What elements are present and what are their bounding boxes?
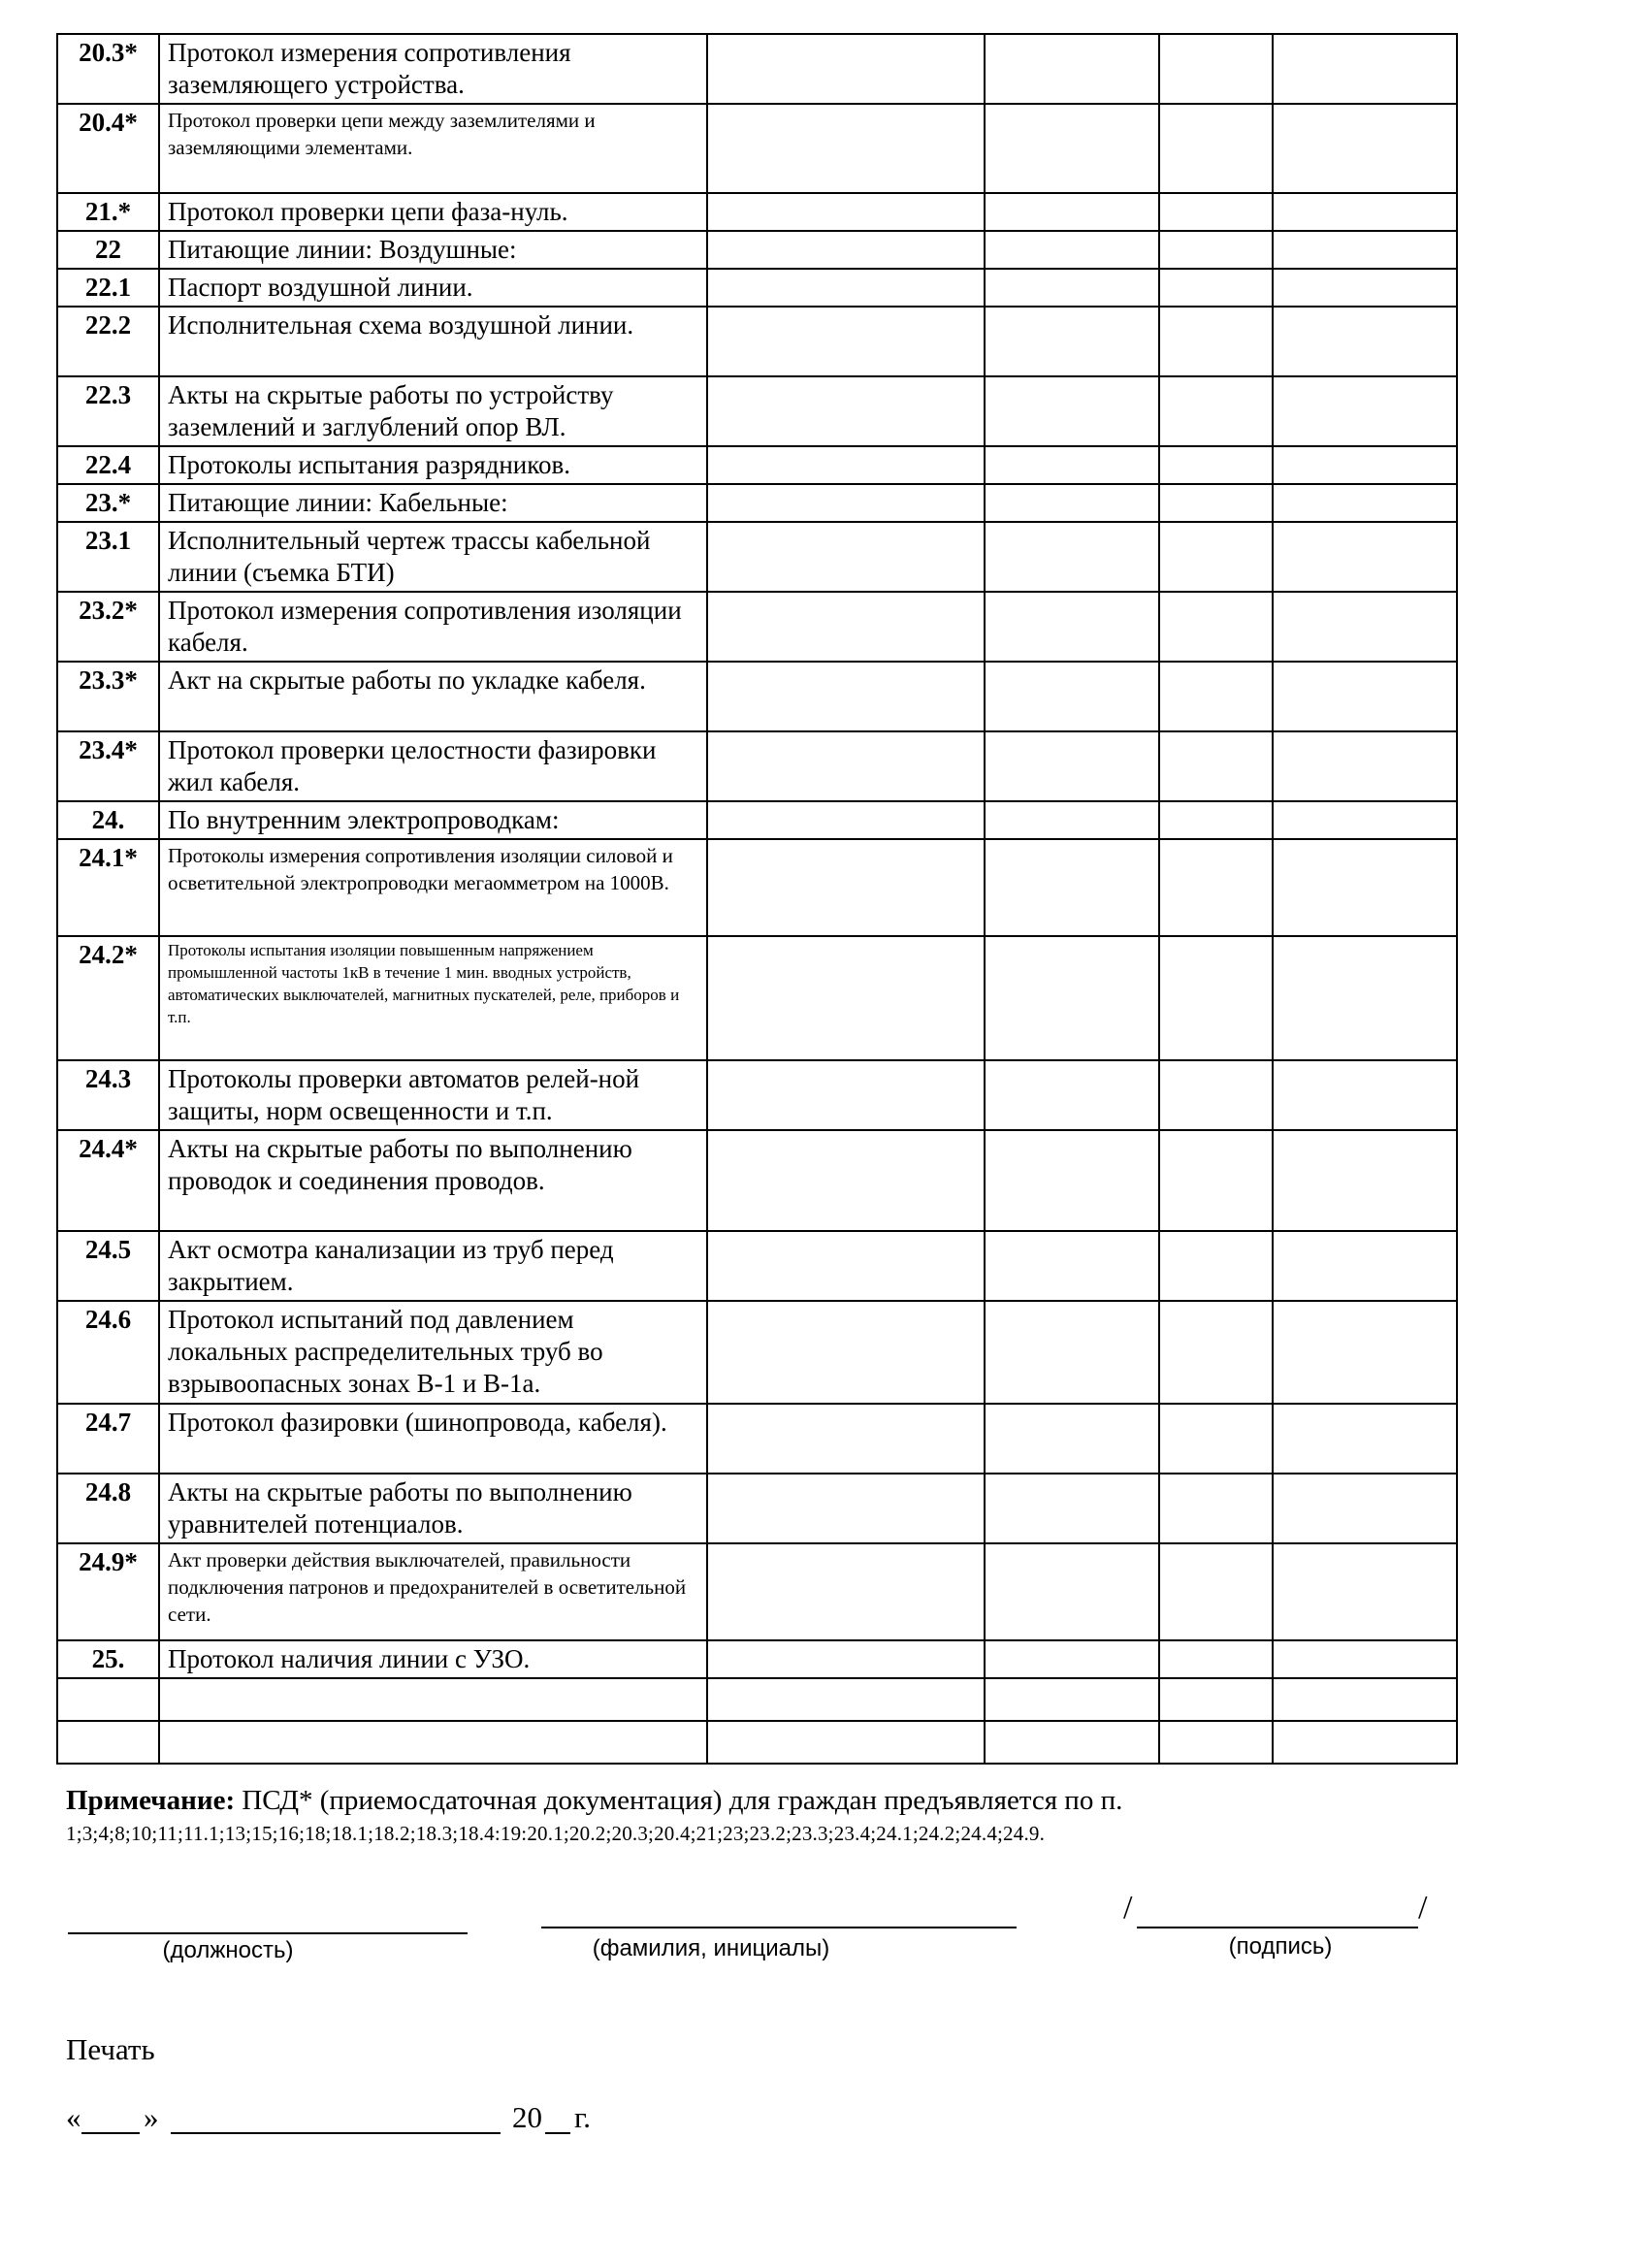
empty-cell: [985, 1678, 1159, 1721]
row-description: Протокол измерения сопротивления изоляции кабеля.: [159, 592, 707, 662]
row-description: По внутренним электропроводкам:: [159, 801, 707, 839]
row-description: Протокол измерения сопротивления заземляющего устройства.: [159, 34, 707, 104]
empty-cell: [1273, 269, 1457, 307]
row-number: 24.: [57, 801, 159, 839]
table-row: [57, 446, 1457, 484]
row-number: 23.3*: [57, 662, 159, 731]
empty-cell: [1159, 1060, 1273, 1130]
row-description: Протоколы испытания разрядников.: [159, 446, 707, 484]
empty-cell: [1273, 592, 1457, 662]
table-row: [57, 1404, 1457, 1474]
empty-cell: [1273, 376, 1457, 446]
empty-cell: [1273, 231, 1457, 269]
empty-cell: [1159, 839, 1273, 936]
day-line: [81, 2132, 140, 2134]
empty-cell: [985, 34, 1159, 104]
note-text: ПСД* (приемосдаточная документация) для граждан предъявляется по п.: [235, 1785, 1123, 1816]
empty-cell: [985, 231, 1159, 269]
row-number: 22.4: [57, 446, 159, 484]
row-number: 22.1: [57, 269, 159, 307]
table-row: [57, 731, 1457, 801]
row-description: Протокол фазировки (шинопровода, кабеля).: [159, 1404, 707, 1474]
row-number: 23.1: [57, 522, 159, 592]
table-row: [57, 936, 1457, 1060]
empty-cell: [1273, 1060, 1457, 1130]
empty-cell: [707, 1721, 985, 1764]
empty-cell: [985, 307, 1159, 376]
row-number: 24.4*: [57, 1130, 159, 1231]
empty-cell: [707, 1543, 985, 1640]
empty-cell: [985, 801, 1159, 839]
empty-cell: [1159, 34, 1273, 104]
month-line: [171, 2132, 501, 2134]
row-description: Акты на скрытые работы по устройству заземлений и заглублений опор ВЛ.: [159, 376, 707, 446]
table-row: [57, 1130, 1457, 1231]
table-row: [57, 376, 1457, 446]
row-number: 24.8: [57, 1474, 159, 1543]
row-number: 24.2*: [57, 936, 159, 1060]
empty-cell: [1159, 307, 1273, 376]
row-description: Акт проверки действия выключателей, правильности подключения патронов и предохранителей в осветительной сети.: [159, 1543, 707, 1640]
empty-cell: [1159, 484, 1273, 522]
table-row: [57, 1543, 1457, 1640]
empty-cell: [985, 104, 1159, 193]
table-row: [57, 1060, 1457, 1130]
row-number: 23.4*: [57, 731, 159, 801]
row-description: Питающие линии: Кабельные:: [159, 484, 707, 522]
empty-cell: [707, 662, 985, 731]
empty-cell: [707, 231, 985, 269]
row-number: 24.9*: [57, 1543, 159, 1640]
empty-cell: [1159, 1721, 1273, 1764]
row-number: 24.1*: [57, 839, 159, 936]
empty-cell: [707, 1404, 985, 1474]
table-row: [57, 193, 1457, 231]
empty-cell: [1273, 104, 1457, 193]
empty-cell: [985, 376, 1159, 446]
empty-cell: [1159, 731, 1273, 801]
row-number: 23.*: [57, 484, 159, 522]
empty-cell: [1159, 1640, 1273, 1678]
empty-cell: [1159, 231, 1273, 269]
empty-cell: [985, 1301, 1159, 1404]
empty-cell: [1273, 1301, 1457, 1404]
empty-cell: [707, 1640, 985, 1678]
empty-cell: [1159, 1130, 1273, 1231]
empty-cell: [707, 1474, 985, 1543]
empty-cell: [1273, 839, 1457, 936]
table-row: [57, 104, 1457, 193]
empty-cell: [985, 1640, 1159, 1678]
empty-cell: [1159, 1543, 1273, 1640]
empty-cell: [1273, 1130, 1457, 1231]
row-description: Протокол проверки цепи фаза-нуль.: [159, 193, 707, 231]
empty-cell: [707, 484, 985, 522]
note-label: Примечание:: [66, 1785, 236, 1816]
row-description: Протокол наличия линии с УЗО.: [159, 1640, 707, 1678]
table-row: [57, 1678, 1457, 1721]
empty-cell: [707, 307, 985, 376]
table-row: [57, 1474, 1457, 1543]
position-line: [68, 1932, 468, 1934]
empty-cell: [1159, 522, 1273, 592]
table-row: [57, 1640, 1457, 1678]
empty-cell: [1273, 1231, 1457, 1301]
empty-cell: [1159, 1678, 1273, 1721]
row-number: 22.3: [57, 376, 159, 446]
row-description: Протокол испытаний под давлением локальных распределительных труб во взрывоопасных зонах В-1 и В-1а.: [159, 1301, 707, 1404]
row-number: 20.4*: [57, 104, 159, 193]
empty-cell: [1159, 592, 1273, 662]
row-description: Протоколы проверки автоматов релей-ной защиты, норм освещенности и т.п.: [159, 1060, 707, 1130]
empty-cell: [707, 34, 985, 104]
table-row: [57, 801, 1457, 839]
empty-cell: [707, 1678, 985, 1721]
row-number: 21.*: [57, 193, 159, 231]
row-number: 20.3*: [57, 34, 159, 104]
date-close-quote: »: [144, 2100, 159, 2134]
name-label: (фамилия, инициалы): [592, 1935, 830, 1961]
table-row: [57, 592, 1457, 662]
empty-cell: [707, 522, 985, 592]
row-description: Акт на скрытые работы по укладке кабеля.: [159, 662, 707, 731]
row-description: Протоколы испытания изоляции повышенным напряжением промышленной частоты 1кВ в течение 1 мин. вводных устройств, автоматических выключателей, магнитных пускателей, реле, приборов и т.п.: [159, 936, 707, 1060]
empty-cell: [985, 1543, 1159, 1640]
empty-cell: [707, 104, 985, 193]
empty-cell: [1273, 34, 1457, 104]
table-row: [57, 1721, 1457, 1764]
year-prefix: 20: [512, 2100, 542, 2134]
empty-cell: [1273, 731, 1457, 801]
row-description: [159, 1721, 707, 1764]
empty-cell: [985, 592, 1159, 662]
empty-cell: [1273, 1474, 1457, 1543]
row-number: 22.2: [57, 307, 159, 376]
empty-cell: [985, 1404, 1159, 1474]
row-number: 24.3: [57, 1060, 159, 1130]
empty-cell: [1273, 193, 1457, 231]
row-number: 23.2*: [57, 592, 159, 662]
empty-cell: [1273, 1678, 1457, 1721]
row-description: Исполнительная схема воздушной линии.: [159, 307, 707, 376]
row-description: Акты на скрытые работы по выполнению уравнителей потенциалов.: [159, 1474, 707, 1543]
empty-cell: [1159, 1231, 1273, 1301]
date-open-quote: «: [66, 2100, 81, 2134]
empty-cell: [1273, 1404, 1457, 1474]
name-line: [541, 1927, 1017, 1928]
empty-cell: [985, 1060, 1159, 1130]
table-row: [57, 484, 1457, 522]
signature-line: [1137, 1927, 1418, 1928]
table-row: [57, 522, 1457, 592]
year-suffix: г.: [574, 2100, 591, 2134]
empty-cell: [1273, 662, 1457, 731]
year-line: [545, 2132, 570, 2134]
empty-cell: [1273, 1640, 1457, 1678]
signature-label: (подпись): [1228, 1933, 1333, 1960]
empty-cell: [985, 662, 1159, 731]
empty-cell: [707, 193, 985, 231]
row-number: 22: [57, 231, 159, 269]
empty-cell: [1273, 522, 1457, 592]
empty-cell: [985, 1231, 1159, 1301]
empty-cell: [985, 1130, 1159, 1231]
row-number: 24.7: [57, 1404, 159, 1474]
table-row: [57, 307, 1457, 376]
empty-cell: [707, 1301, 985, 1404]
row-description: Акт осмотра канализации из труб перед закрытием.: [159, 1231, 707, 1301]
table-row: [57, 839, 1457, 936]
empty-cell: [1273, 484, 1457, 522]
empty-cell: [1273, 1543, 1457, 1640]
signature-slash-left: /: [1123, 1890, 1133, 1926]
row-description: Исполнительный чертеж трассы кабельной линии (съемка БТИ): [159, 522, 707, 592]
row-number: 25.: [57, 1640, 159, 1678]
row-number: [57, 1721, 159, 1764]
empty-cell: [1159, 269, 1273, 307]
empty-cell: [1159, 376, 1273, 446]
empty-cell: [1273, 446, 1457, 484]
empty-cell: [707, 269, 985, 307]
empty-cell: [1159, 1474, 1273, 1543]
table-row: [57, 269, 1457, 307]
empty-cell: [1273, 1721, 1457, 1764]
row-description: Протокол проверки цепи между заземлителями и заземляющими элементами.: [159, 104, 707, 193]
empty-cell: [1273, 936, 1457, 1060]
empty-cell: [707, 1130, 985, 1231]
row-description: Акты на скрытые работы по выполнению проводок и соединения проводов.: [159, 1130, 707, 1231]
empty-cell: [707, 1060, 985, 1130]
empty-cell: [707, 839, 985, 936]
empty-cell: [985, 936, 1159, 1060]
empty-cell: [1159, 801, 1273, 839]
empty-cell: [707, 1231, 985, 1301]
empty-cell: [985, 193, 1159, 231]
empty-cell: [985, 1721, 1159, 1764]
empty-cell: [707, 936, 985, 1060]
empty-cell: [985, 1474, 1159, 1543]
empty-cell: [707, 731, 985, 801]
table-row: [57, 1301, 1457, 1404]
empty-cell: [707, 592, 985, 662]
empty-cell: [1273, 307, 1457, 376]
row-description: Протоколы измерения сопротивления изоляции силовой и осветительной электропроводки мегаомметром на 1000В.: [159, 839, 707, 936]
table-body: [57, 34, 1457, 1764]
table-row: [57, 231, 1457, 269]
empty-cell: [985, 269, 1159, 307]
position-label: (должность): [162, 1937, 294, 1963]
row-description: Паспорт воздушной линии.: [159, 269, 707, 307]
row-number: [57, 1678, 159, 1721]
empty-cell: [985, 731, 1159, 801]
table-row: [57, 662, 1457, 731]
empty-cell: [985, 839, 1159, 936]
empty-cell: [985, 522, 1159, 592]
stamp-label: Печать: [66, 2032, 155, 2066]
empty-cell: [1159, 446, 1273, 484]
note-items: 1;3;4;8;10;11;11.1;13;15;16;18;18.1;18.2;18.3;18.4:19:20.1;20.2;20.3;20.4;21;23;23.2;23.3;23.4;24.1;24.2;24.4;24.9.: [66, 1822, 1046, 1845]
documentation-table: [56, 33, 1458, 1765]
table-row: [57, 34, 1457, 104]
row-description: Протокол проверки целостности фазировки жил кабеля.: [159, 731, 707, 801]
empty-cell: [707, 446, 985, 484]
signature-slash-right: /: [1418, 1890, 1428, 1926]
empty-cell: [985, 446, 1159, 484]
date-row: [66, 2100, 745, 2139]
row-description: [159, 1678, 707, 1721]
footnote: [66, 1783, 1453, 1851]
empty-cell: [1159, 104, 1273, 193]
empty-cell: [1159, 936, 1273, 1060]
empty-cell: [707, 376, 985, 446]
empty-cell: [1159, 662, 1273, 731]
empty-cell: [1273, 801, 1457, 839]
row-number: 24.5: [57, 1231, 159, 1301]
row-number: 24.6: [57, 1301, 159, 1404]
empty-cell: [985, 484, 1159, 522]
table-row: [57, 1231, 1457, 1301]
row-description: Питающие линии: Воздушные:: [159, 231, 707, 269]
empty-cell: [1159, 1404, 1273, 1474]
empty-cell: [707, 801, 985, 839]
empty-cell: [1159, 193, 1273, 231]
empty-cell: [1159, 1301, 1273, 1404]
